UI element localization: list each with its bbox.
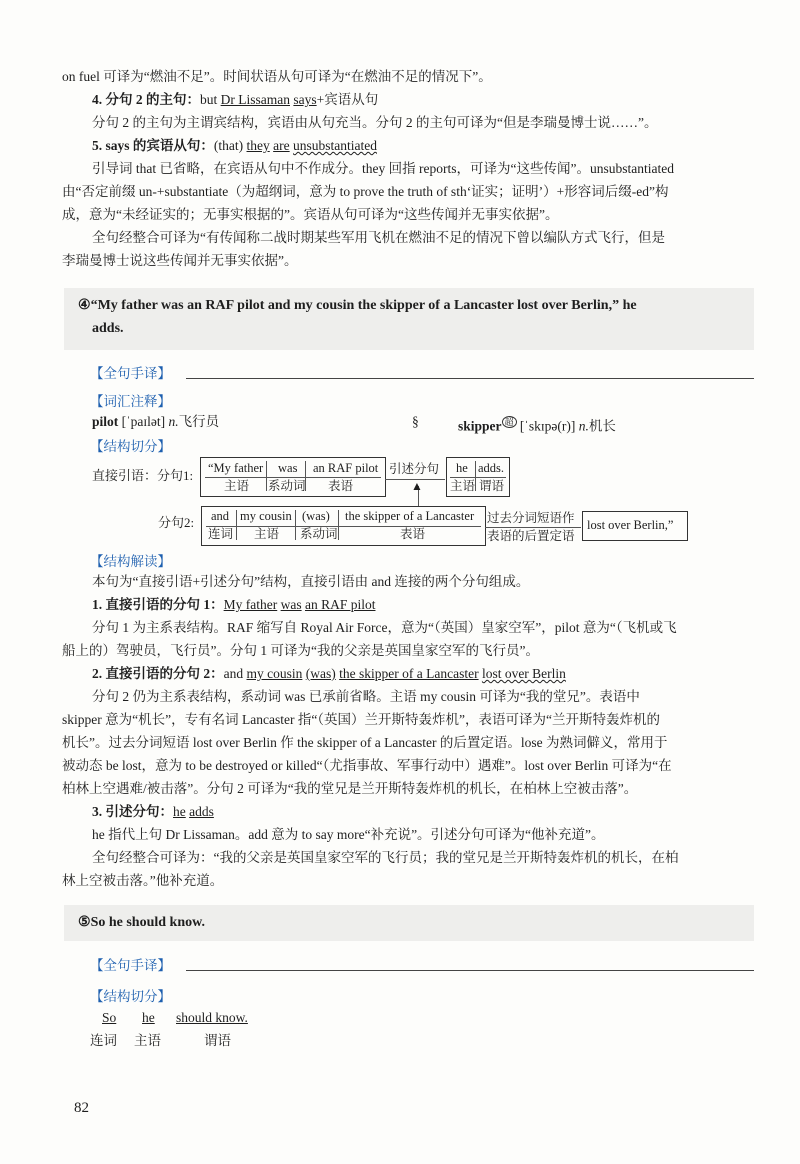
- item-4-but: but: [200, 92, 221, 107]
- a2-subject: my cousin: [246, 666, 303, 681]
- translate-label: 【全句手译】: [90, 366, 171, 382]
- a2-body-3: 机长”。过去分词短语 lost over Berlin 作 the skipper of a Lancaster 的后置定语。lose 为熟词僻义，常用于: [62, 735, 668, 750]
- sentence-5-marker: ⑤: [78, 915, 91, 930]
- a1-heading: [92, 595, 376, 615]
- s4-summary-1: 全句经整合可译为：“我的父亲是英国皇家空军的飞行员；我的堂兄是兰开斯特轰炸机的机长，在柏: [92, 850, 679, 865]
- a2-pred: the skipper of a Lancaster: [339, 666, 479, 681]
- s5-translate-label: 【全句手译】: [90, 958, 171, 974]
- sentence-4-marker: ④: [78, 298, 91, 313]
- rep-word-2: adds.: [478, 461, 505, 475]
- text-line: on fuel 可译为“燃油不足”。时间状语从句可译为“在燃油不足的情况下”。: [62, 69, 492, 84]
- s5-role-2: 主语: [134, 1033, 161, 1048]
- item-5-body-2: 由“否定前缀 un-+substantiate（为超纲词，意为 to prove the truth of sth‘证实；证明’）+形容词后缀-ed”构: [62, 184, 669, 199]
- rep-role-2: 谓语: [479, 479, 505, 493]
- s5-split-label: 【结构切分】: [90, 989, 171, 1005]
- s5-word-he: he: [142, 1010, 155, 1025]
- split-label: 【结构切分】: [90, 439, 171, 455]
- rep-word-1: he: [456, 461, 468, 475]
- sentence-4-line-1: [78, 296, 637, 316]
- item-5-that: (that): [213, 138, 247, 153]
- vocab-pilot-word: pilot: [92, 414, 119, 429]
- clause-1-rule: [205, 477, 381, 478]
- sentence-5-line: [78, 913, 205, 933]
- c2-word-3: (was): [302, 509, 330, 523]
- clause-1-label: 直接引语：分句1:: [92, 468, 194, 483]
- clause-2-rule: [206, 526, 481, 527]
- c1-word-3: an RAF pilot: [313, 461, 379, 475]
- rep-role-1: 主语: [450, 479, 476, 493]
- a3-body: he 指代上句 Dr Lissaman。add 意为 to say more“补充说”。引述分句可译为“他补充道”。: [92, 827, 605, 842]
- vocab-label: 【词汇注释】: [90, 394, 171, 410]
- translate-write-line[interactable]: [186, 378, 754, 379]
- c2-divider: [236, 510, 237, 540]
- a2-heading: [92, 664, 566, 684]
- a3-label: 3. 引述分句：: [92, 804, 173, 819]
- vocab-pilot-def: 飞行员: [178, 414, 220, 429]
- c2-divider: [338, 510, 339, 540]
- sentence-5-text: So he should know.: [90, 915, 205, 930]
- item-5-they: they: [246, 138, 270, 153]
- reporting-rule: [450, 477, 506, 478]
- vocab-skipper-def: 机长: [588, 418, 616, 434]
- vocab-pilot-pos: n.: [168, 414, 179, 429]
- a3-verb: adds: [189, 804, 214, 819]
- vocab-pilot-ipa: [ˈpaɪlət]: [118, 414, 169, 429]
- item-4-body: 分句 2 的主句为主谓宾结构，宾语由从句充当。分句 2 的主句可译为“但是李瑞曼博士说……”。: [92, 115, 658, 130]
- c1-role-2: 系动词: [268, 479, 306, 493]
- c1-divider: [266, 461, 267, 491]
- reporting-clause-label: 引述分句: [389, 462, 440, 476]
- skipper-badge-icon: 超: [502, 416, 517, 428]
- analysis-label: 【结构解读】: [90, 554, 171, 570]
- s5-translate-write-line[interactable]: [186, 970, 754, 971]
- a1-pred: an RAF pilot: [304, 597, 376, 612]
- s5-role-1: 连词: [90, 1033, 117, 1048]
- page-number: 82: [74, 1100, 89, 1116]
- c2-role-3: 系动词: [300, 527, 338, 541]
- analysis-intro: 本句为“直接引语+引述分句”结构，直接引语由 and 连接的两个分句组成。: [92, 574, 530, 589]
- s4-summary-2: 林上空被击落。”他补充道。: [62, 873, 224, 888]
- a1-verb: was: [280, 597, 302, 612]
- a2-body-1: 分句 2 仍为主系表结构，系动词 was 已承前省略。主语 my cousin 可译为“我的堂兄”。表语中: [92, 689, 640, 704]
- arrow-up-icon: ▲: [411, 479, 423, 493]
- pp-words: lost over Berlin,”: [587, 518, 674, 532]
- a2-body-5: 柏林上空遇难/被击落”。分句 2 可译为“我的堂兄是兰开斯特轰炸机的机长，在柏林上空被击落”。: [62, 781, 638, 796]
- item-4-rest: +宾语从句: [316, 92, 379, 107]
- summary-line-2: 李瑞曼博士说这些传闻并无事实依据”。: [62, 253, 298, 268]
- c2-role-1: 连词: [208, 527, 234, 541]
- a1-label: 1. 直接引语的分句 1：: [92, 597, 224, 612]
- item-4-verb: says: [293, 92, 317, 107]
- a3-subject: he: [173, 804, 186, 819]
- c2-word-2: my cousin: [240, 509, 292, 523]
- pp-label-rule: [485, 527, 581, 528]
- c2-role-2: 主语: [254, 527, 280, 541]
- summary-line-1: 全句经整合可译为“有传闻称二战时期某些军用飞机在燃油不足的情况下曾以编队方式飞行，但是: [92, 230, 665, 245]
- a2-verb: (was): [305, 666, 336, 681]
- pp-label-2: 表语的后置定语: [487, 529, 575, 543]
- vocab-skipper-ipa: [ˈskɪpə(r)]: [516, 418, 579, 434]
- c1-role-3: 表语: [328, 479, 354, 493]
- a1-body-2: 船上的）驾驶员，飞行员”。分句 1 可译为“我的父亲是英国皇家空军的飞行员”。: [62, 643, 539, 658]
- item-5-heading: [92, 136, 377, 156]
- rep-divider: [475, 461, 476, 491]
- a3-heading: [92, 802, 214, 822]
- item-5-body-1: 引导词 that 已省略，在宾语从句中不作成分。they 回指 reports，可译为“这些传闻”。unsubstantiated: [92, 161, 674, 176]
- vocab-skipper: [458, 412, 616, 437]
- vocab-pilot: [92, 412, 219, 432]
- item-5-word: unsubstantiated: [293, 138, 377, 153]
- c2-role-4: 表语: [400, 527, 426, 541]
- c2-divider: [295, 510, 296, 540]
- item-5-are: are: [273, 138, 290, 153]
- vocab-skipper-pos: n.: [578, 418, 589, 434]
- s5-word-should-know: should know.: [176, 1010, 248, 1025]
- s5-word-so: So: [102, 1010, 117, 1025]
- item-5-label: 5. says 的宾语从句：: [92, 138, 214, 153]
- a2-body-4: 被动态 be lost，意为 to be destroyed or killed“（尤指事故、军事行动中）遇难”。lost over Berlin 可译为“在: [62, 758, 672, 773]
- c1-word-1: “My father: [208, 461, 264, 475]
- a2-body-2: skipper 意为“机长”，专有名词 Lancaster 指“（英国）兰开斯特轰炸机”，表语可译为“兰开斯特轰炸机的: [62, 712, 661, 727]
- a1-subject: My father: [223, 597, 278, 612]
- pp-label-1: 过去分词短语作: [487, 511, 575, 525]
- c1-role-1: 主语: [224, 479, 250, 493]
- a2-and: and: [223, 666, 247, 681]
- item-5-body-3: 成，意为“未经证实的；无事实根据的”。宾语从句可译为“这些传闻并无事实依据”。: [62, 207, 559, 222]
- s5-role-3: 谓语: [204, 1033, 231, 1048]
- c2-word-4: the skipper of a Lancaster: [345, 509, 475, 523]
- item-4-label: 4. 分句 2 的主句：: [92, 92, 200, 107]
- sentence-4-line-2: adds.: [92, 321, 124, 336]
- c2-word-1: and: [211, 509, 230, 523]
- a2-label: 2. 直接引语的分句 2：: [92, 666, 224, 681]
- vocab-skipper-word: skipper: [458, 418, 502, 434]
- c1-word-2: was: [278, 461, 298, 475]
- vocab-divider-symbol: §: [412, 414, 419, 429]
- clause-2-label: 分句2:: [158, 515, 195, 530]
- a2-pp: lost over Berlin: [481, 666, 566, 681]
- item-4-subject: Dr Lissaman: [220, 92, 290, 107]
- a1-body-1: 分句 1 为主系表结构。RAF 缩写自 Royal Air Force，意为“（英国）皇家空军”，pilot 意为“（飞机或飞: [92, 620, 677, 635]
- sentence-4-text: “My father was an RAF pilot and my cousin the skipper of a Lancaster lost over Berlin,” he: [90, 298, 637, 313]
- item-4-heading: [92, 90, 378, 110]
